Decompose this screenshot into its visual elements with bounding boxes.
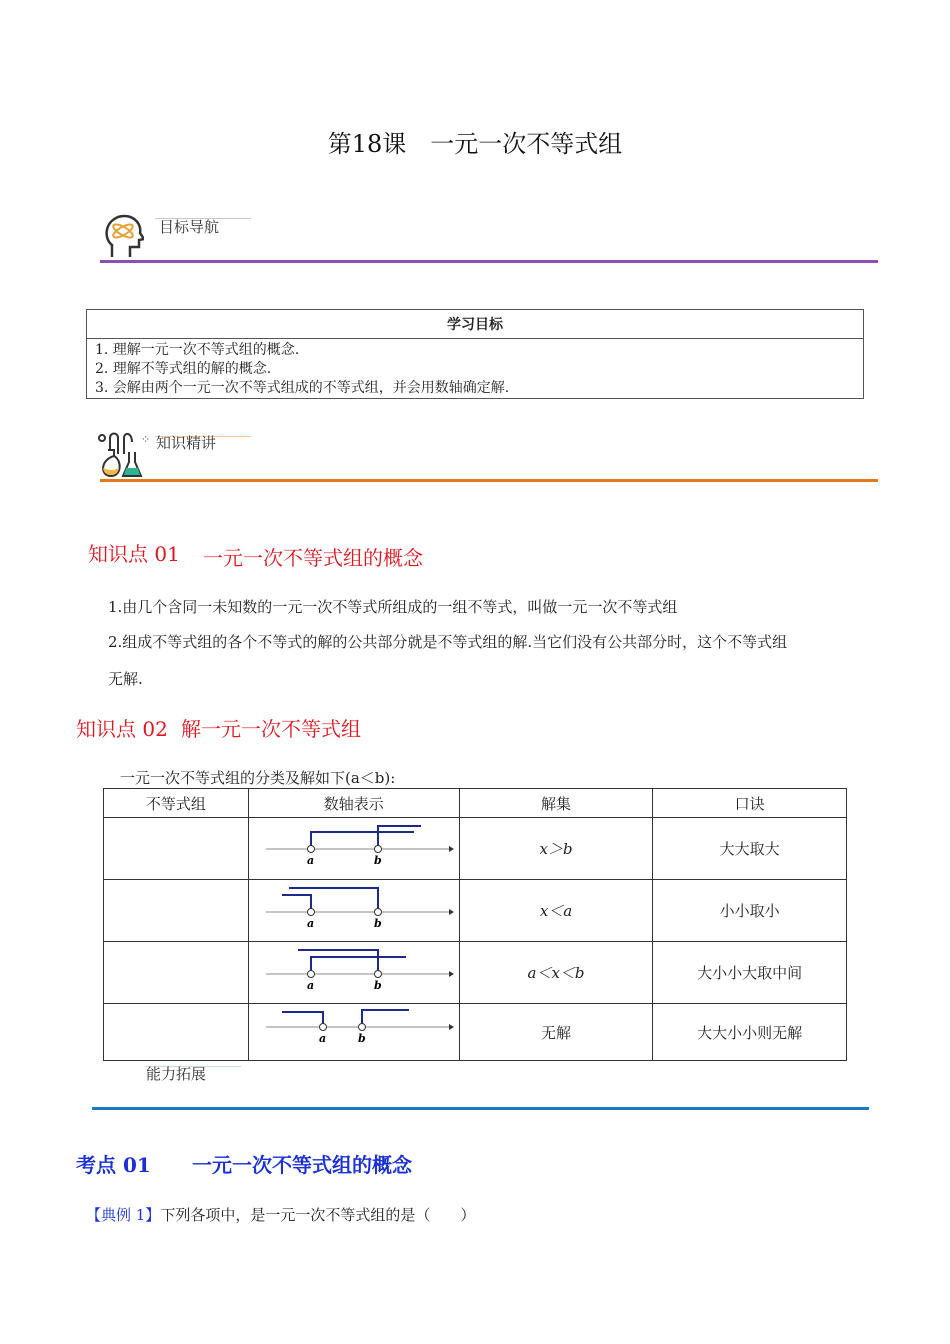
solution-cell: x＜a xyxy=(459,880,653,942)
axis-label: b xyxy=(373,978,382,992)
kp2-title: 解一元一次不等式组 xyxy=(181,717,361,741)
axis-label: a xyxy=(306,978,314,992)
sparkle-icon: ⁘ xyxy=(141,433,151,446)
kp1-line: 2.组成不等式组的各个不等式的解的公共部分就是不等式组的解.当它们没有公共部分时，这个不等式组 xyxy=(108,633,788,651)
axis-label: b xyxy=(357,1032,366,1045)
kp2-intro: 一元一次不等式组的分类及解如下(a＜b): xyxy=(120,769,396,787)
kp1-line: 无解. xyxy=(108,670,143,688)
axis-label: b xyxy=(373,916,382,930)
blue-divider xyxy=(92,1107,869,1110)
table-row xyxy=(104,1004,847,1061)
kp1-line: 1.由几个含同一未知数的一元一次不等式所组成的一组不等式，叫做一元一次不等式组 xyxy=(108,598,678,616)
rhyme-cell: 大小小大取中间 xyxy=(653,942,847,1004)
solution-cell: x＞b xyxy=(459,818,653,880)
kd1-label: 考点 01 xyxy=(76,1153,151,1177)
axis-label: a xyxy=(306,916,314,930)
solution-cell: a＜x＜b xyxy=(459,942,653,1004)
section-ability: 能力拓展 xyxy=(146,1065,207,1083)
number-line xyxy=(254,884,454,934)
goal-item: 2. 理解不等式组的解的概念. xyxy=(95,361,272,377)
rhyme-cell: 大大小小则无解 xyxy=(653,1004,847,1061)
orange-divider xyxy=(100,479,878,482)
goal-item: 3. 会解由两个一元一次不等式组成的不等式组，并会用数轴确定解. xyxy=(95,380,510,396)
table-row xyxy=(104,818,847,880)
section-knowledge: 知识精讲 xyxy=(156,434,217,452)
col-header: 不等式组 xyxy=(104,789,249,818)
goals-header: 学习目标 xyxy=(87,310,864,339)
example-1 xyxy=(86,1204,475,1225)
axis-label: a xyxy=(318,1032,326,1045)
purple-divider xyxy=(100,260,878,263)
head-atom-icon xyxy=(104,213,144,259)
flask-icon xyxy=(98,432,146,478)
goals-table xyxy=(86,309,864,399)
axis-label: b xyxy=(373,853,382,867)
number-line xyxy=(254,1005,454,1055)
goal-item: 1. 理解一元一次不等式组的概念. xyxy=(95,342,300,358)
inequality-table xyxy=(103,788,847,1061)
solution-cell: 无解 xyxy=(459,1004,653,1061)
kp1-title: 一元一次不等式组的概念 xyxy=(203,546,423,570)
example-text: 下列各项中，是一元一次不等式组的是（ ） xyxy=(160,1206,476,1224)
rhyme-cell: 小小取小 xyxy=(653,880,847,942)
number-line xyxy=(254,946,454,996)
col-header: 解集 xyxy=(459,789,653,818)
col-header: 口诀 xyxy=(653,789,847,818)
kp2-label: 知识点 02 xyxy=(76,717,168,741)
number-line xyxy=(254,822,454,872)
table-row xyxy=(104,880,847,942)
rhyme-cell: 大大取大 xyxy=(653,818,847,880)
axis-label: a xyxy=(306,853,314,867)
section-goal-nav: 目标导航 xyxy=(159,218,220,236)
page-title: 第18课 一元一次不等式组 xyxy=(327,130,623,158)
example-tag: 【典例 1】 xyxy=(86,1206,161,1224)
table-row xyxy=(104,942,847,1004)
kp1-label: 知识点 01 xyxy=(88,542,180,566)
col-header: 数轴表示 xyxy=(248,789,459,818)
kd1-title: 一元一次不等式组的概念 xyxy=(192,1153,412,1177)
